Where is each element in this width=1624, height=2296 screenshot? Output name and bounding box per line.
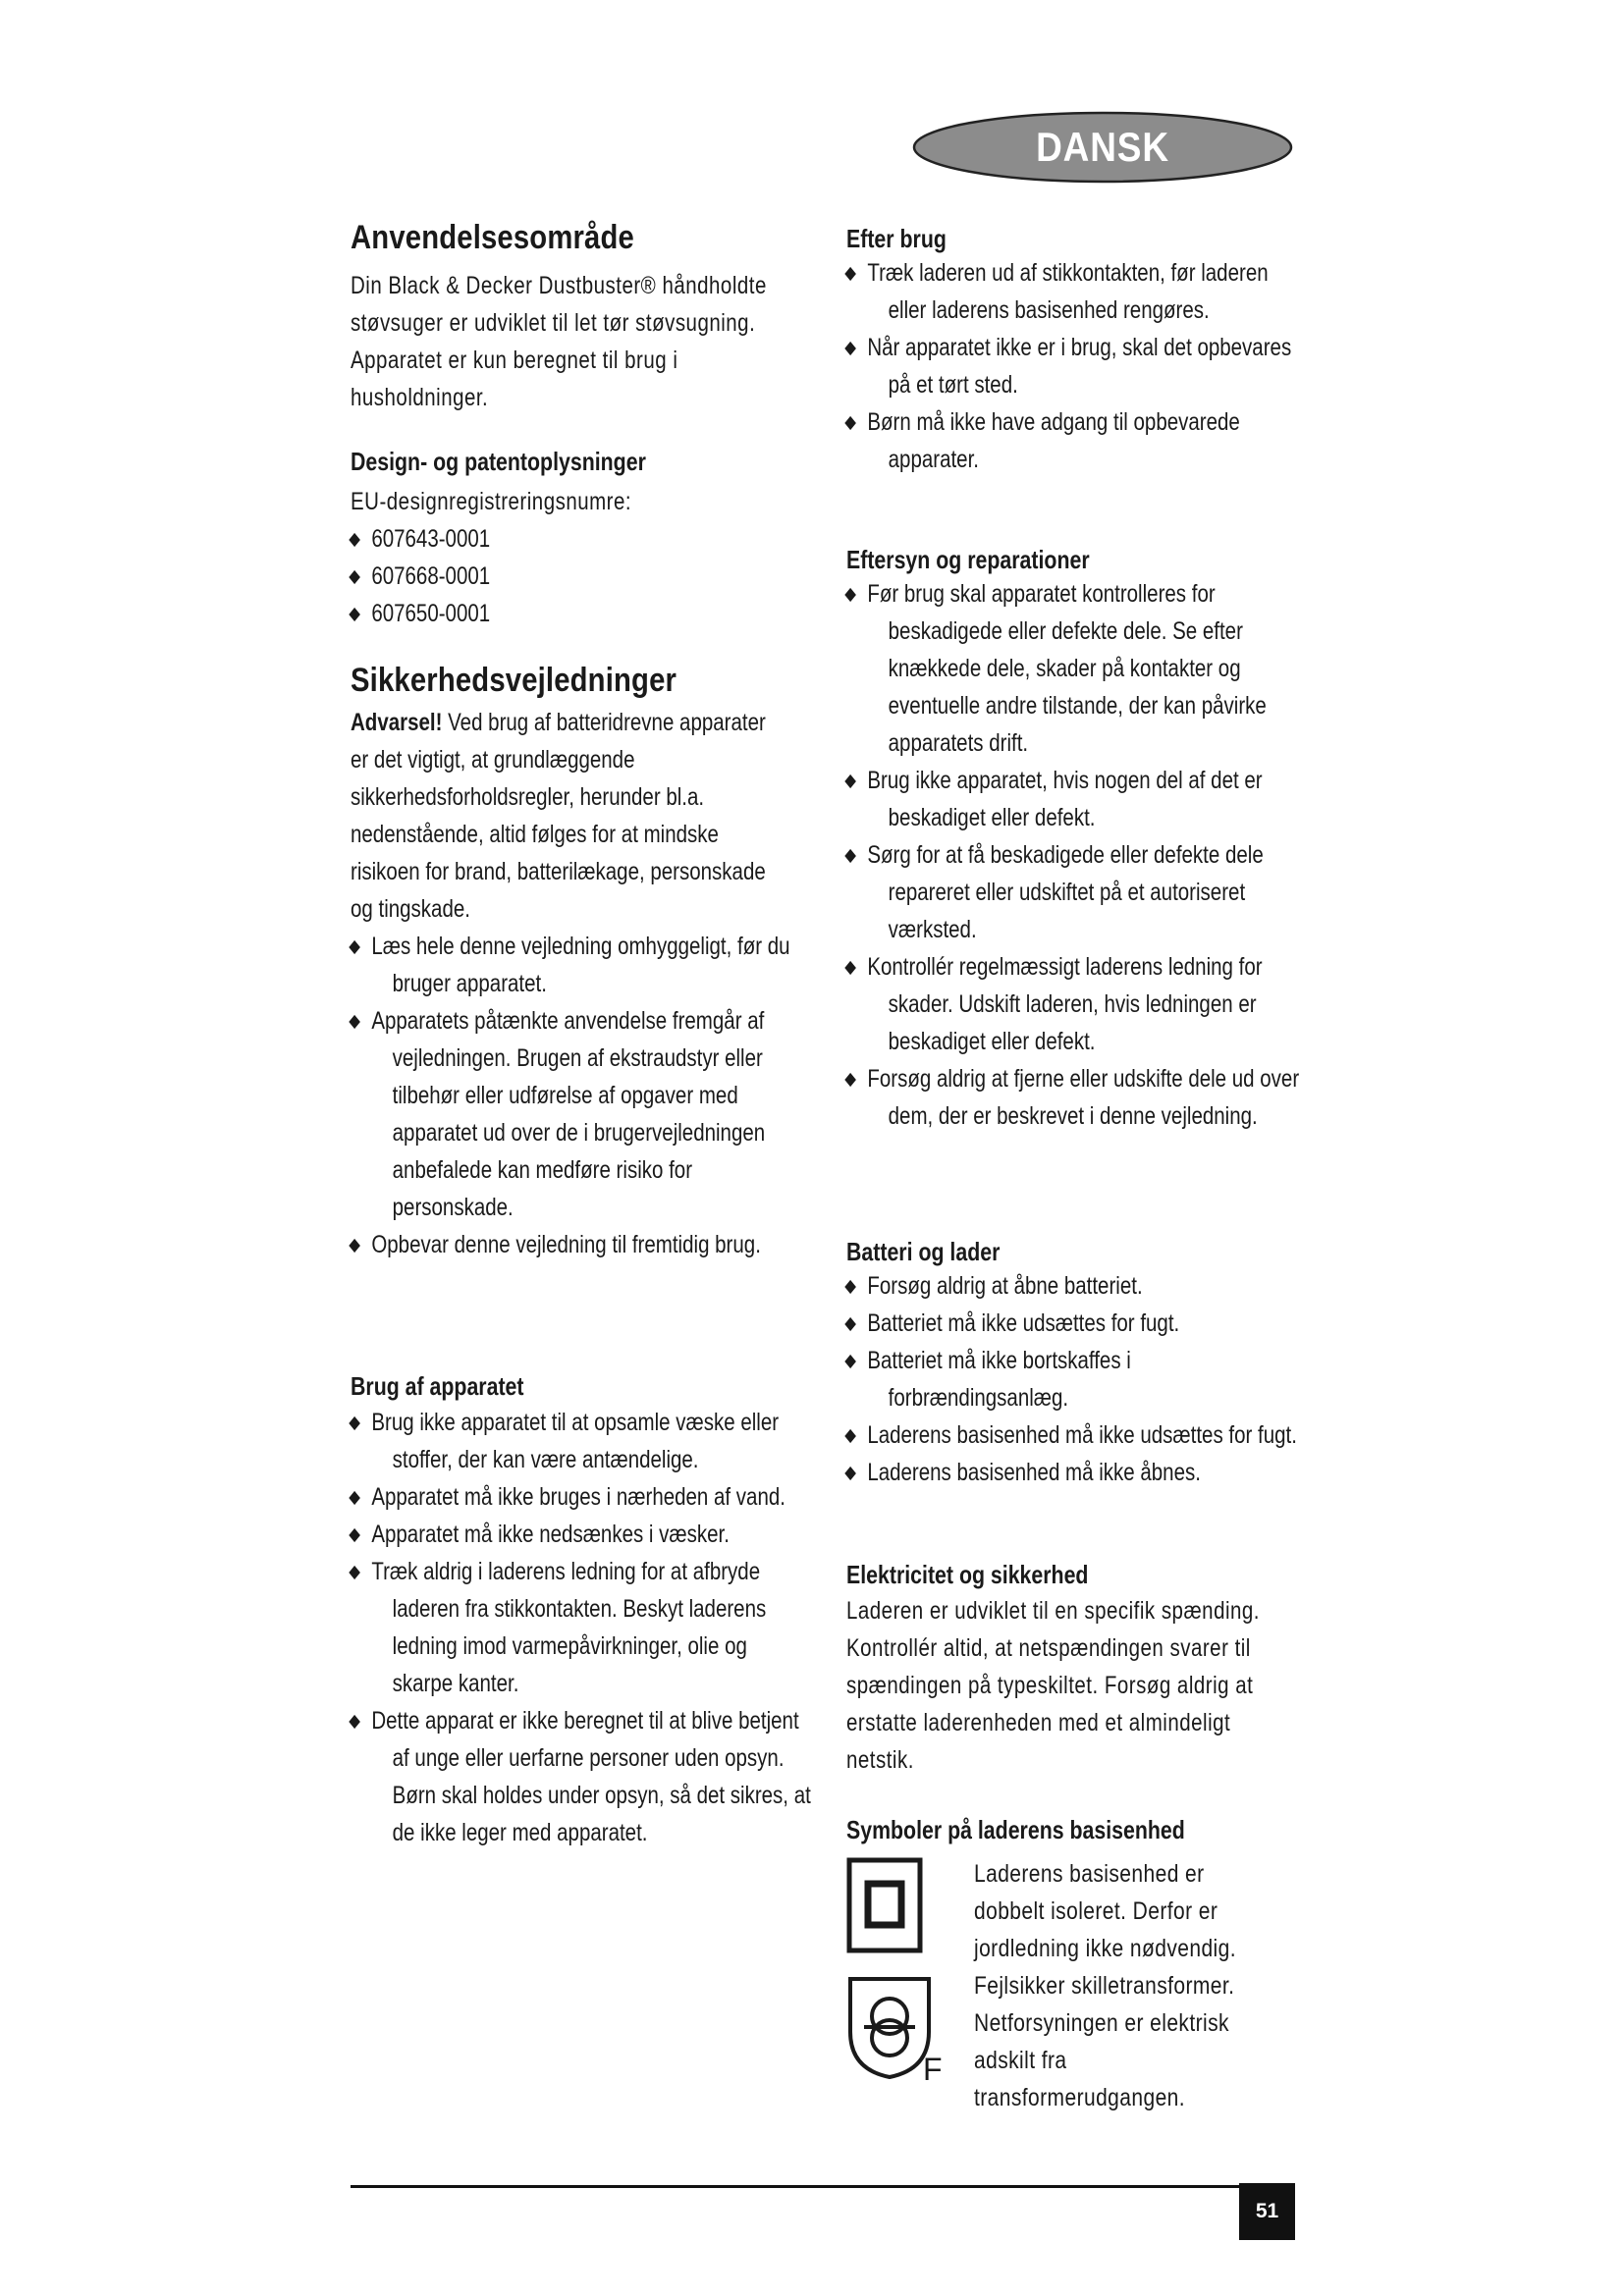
list-item: Brug ikke apparatet til at opsamle væske eller stoffer, der kan være antændelige. (351, 1404, 811, 1478)
inspection-list (846, 575, 1298, 1135)
list-item: Børn må ikke have adgang til opbevarede apparater. (846, 403, 1307, 478)
transformer-letter: F (923, 2052, 943, 2087)
battery-title: Batteri og lader (846, 1237, 1001, 1266)
bullet-diamond-icon (844, 416, 856, 430)
list-item: 607650-0001 (351, 595, 811, 632)
inspection-title: Eftersyn og reparationer (846, 545, 1090, 574)
list-item: Forsøg aldrig at åbne batteriet. (846, 1267, 1307, 1305)
bullet-diamond-icon (349, 608, 360, 621)
usage-section (351, 218, 802, 416)
battery-list (846, 1267, 1298, 1491)
language-label: DANSK (1036, 124, 1169, 170)
bullet-diamond-icon (844, 1073, 856, 1087)
list-item: Batteriet må ikke bortskaffes i forbrændingsanlæg. (846, 1342, 1307, 1416)
list-item: Dette apparat er ikke beregnet til at blive betjent af unge eller uerfarne personer uden opsyn. Børn skal holdes under opsyn, så det sikres, at de ikke leger med apparatet. (351, 1702, 811, 1851)
list-item: Kontrollér regelmæssigt laderens ledning for skader. Udskift laderen, hvis ledningen er beskadiget eller defekt. (846, 948, 1307, 1060)
symbols-section (846, 1814, 1298, 2111)
bullet-diamond-icon (844, 1429, 856, 1443)
bullet-diamond-icon (844, 267, 856, 281)
bullet-diamond-icon (349, 1566, 360, 1579)
bullet-diamond-icon (844, 1280, 856, 1294)
bullet-diamond-icon (844, 849, 856, 863)
safety-section (351, 661, 802, 1263)
bullet-diamond-icon (844, 342, 856, 355)
bullet-diamond-icon (844, 588, 856, 602)
usage-title: Anvendelsesområde (351, 219, 634, 256)
safety-title: Sikkerhedsvejledninger (351, 662, 677, 699)
double-insulated-text: Laderens basisenhed er dobbelt isoleret. Derfor er jordledning ikke nødvendig. (974, 1860, 1237, 1962)
bullet-diamond-icon (349, 940, 360, 954)
list-item: Laderens basisenhed må ikke udsættes for fugt. (846, 1416, 1307, 1454)
list-item: Laderens basisenhed må ikke åbnes. (846, 1454, 1307, 1491)
bullet-diamond-icon (349, 1239, 360, 1253)
warning-body: Ved brug af batteridrevne apparater er det vigtigt, at grundlæggende sikkerhedsforholdsregler, herunder bl.a. nedenstående, altid følges for at mindske risikoen for brand, batterilækage, personskade og tingskade. (351, 709, 766, 923)
electrical-title: Elektricitet og sikkerhed (846, 1560, 1089, 1589)
bullet-diamond-icon (349, 1491, 360, 1505)
bullet-diamond-icon (844, 1467, 856, 1480)
use-list (351, 1404, 811, 1851)
battery-section (846, 1236, 1298, 1491)
usage-body: Din Black & Decker Dustbuster® håndholdte støvsuger er udviklet til let tør støvsugning. Apparatet er kun beregnet til brug i husholdninger. (351, 272, 767, 411)
list-item: Brug ikke apparatet, hvis nogen del af det er beskadiget eller defekt. (846, 762, 1307, 836)
use-section (351, 1370, 811, 1851)
bullet-diamond-icon (349, 1528, 360, 1542)
bullet-diamond-icon (349, 1416, 360, 1430)
double-insulation-icon (846, 1857, 923, 1958)
electrical-section (846, 1559, 1298, 1779)
list-item: 607643-0001 (351, 520, 811, 558)
list-item: Læs hele denne vejledning omhyggeligt, før du bruger apparatet. (351, 928, 811, 1002)
safety-transformer-icon (846, 1975, 954, 2098)
list-item: Træk laderen ud af stikkontakten, før laderen eller laderens basisenhed rengøres. (846, 254, 1307, 329)
design-section (351, 446, 802, 632)
list-item: Apparatet må ikke nedsænkes i væsker. (351, 1516, 811, 1553)
list-item: 607668-0001 (351, 558, 811, 595)
bullet-diamond-icon (349, 1015, 360, 1029)
after-use-list (846, 254, 1298, 478)
list-item: Apparatets påtænkte anvendelse fremgår af vejledningen. Brugen af ekstraudstyr eller tilbehør eller udførelse af opgaver med apparatet ud over de i brugervejledningen anbefalede kan medføre risiko for personskade. (351, 1002, 811, 1226)
after-use-section (846, 223, 1298, 478)
list-item: Træk aldrig i laderens ledning for at afbryde laderen fra stikkontakten. Beskyt laderens ledning imod varmepåvirkninger, olie og skarpe kanter. (351, 1553, 811, 1702)
inspection-section (846, 544, 1298, 1135)
bullet-diamond-icon (844, 1317, 856, 1331)
bullet-diamond-icon (349, 533, 360, 547)
bullet-diamond-icon (349, 570, 360, 584)
list-item: Batteriet må ikke udsættes for fugt. (846, 1305, 1307, 1342)
bullet-diamond-icon (844, 1355, 856, 1368)
transformer-text: Fejlsikker skilletransformer. Netforsyningen er elektrisk adskilt fra transformerudgangen. (974, 1972, 1235, 2111)
safety-warning (351, 704, 785, 928)
design-intro: EU-designregistreringsnumre: (351, 488, 632, 515)
list-item: Når apparatet ikke er i brug, skal det opbevares på et tørt sted. (846, 329, 1307, 403)
warning-label: Advarsel! (351, 709, 443, 736)
use-title: Brug af apparatet (351, 1371, 524, 1401)
bullet-diamond-icon (349, 1715, 360, 1729)
bullet-diamond-icon (844, 774, 856, 788)
list-item: Før brug skal apparatet kontrolleres for beskadigede eller defekte dele. Se efter knækkede dele, skader på kontakter og eventuelle andre tilstande, der kan påvirke apparatets drift. (846, 575, 1307, 762)
bullet-diamond-icon (844, 961, 856, 975)
after-use-title: Efter brug (846, 224, 947, 253)
list-item: Sørg for at få beskadigede eller defekte dele repareret eller udskiftet på et autoriseret værksted. (846, 836, 1307, 948)
symbols-title: Symboler på laderens basisenhed (846, 1815, 1185, 1844)
design-number-list (351, 520, 802, 632)
safety-list (351, 928, 802, 1263)
list-item: Opbevar denne vejledning til fremtidig brug. (351, 1226, 811, 1263)
footer-rule (351, 2185, 1242, 2188)
page-number: 51 (1239, 2183, 1295, 2240)
list-item: Apparatet må ikke bruges i nærheden af vand. (351, 1478, 811, 1516)
electrical-body: Laderen er udviklet til en specifik spænding. Kontrollér altid, at netspændingen svarer til spændingen på typeskiltet. Forsøg aldrig at erstatte laderenheden med et almindeligt netstik. (846, 1597, 1260, 1774)
list-item: Forsøg aldrig at fjerne eller udskifte dele ud over dem, der er beskrevet i denne vejledning. (846, 1060, 1307, 1135)
language-tab (911, 110, 1294, 185)
design-title: Design- og patentoplysninger (351, 447, 646, 476)
